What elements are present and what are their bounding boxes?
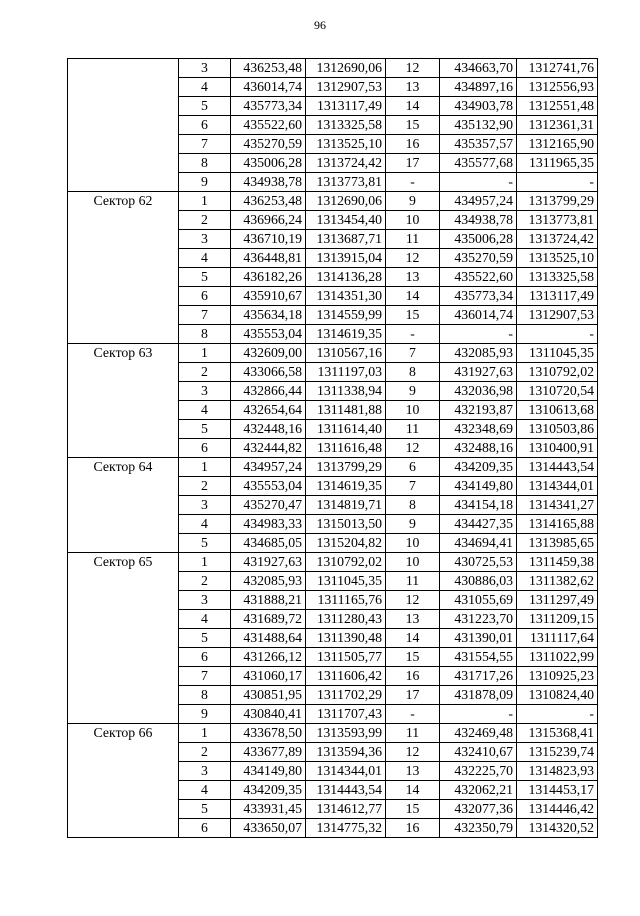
coordinate-cell: 1314320,52: [517, 819, 598, 838]
coordinate-cell: 1313525,10: [517, 249, 598, 268]
point-number-cell: 6: [179, 116, 231, 135]
point-number-cell: 14: [386, 287, 440, 306]
point-number-cell: 5: [179, 420, 231, 439]
coordinate-cell: -: [517, 325, 598, 344]
coordinate-cell: 1311165,76: [306, 591, 386, 610]
coordinate-cell: 1311616,48: [306, 439, 386, 458]
point-number-cell: 13: [386, 78, 440, 97]
point-number-cell: -: [386, 705, 440, 724]
coordinate-cell: -: [440, 325, 517, 344]
point-number-cell: 2: [179, 363, 231, 382]
point-number-cell: 13: [386, 762, 440, 781]
point-number-cell: 16: [386, 819, 440, 838]
coordinate-cell: 435773,34: [440, 287, 517, 306]
coordinate-cell: 1315239,74: [517, 743, 598, 762]
point-number-cell: 2: [179, 743, 231, 762]
point-number-cell: 2: [179, 477, 231, 496]
coordinate-cell: 434663,70: [440, 59, 517, 78]
point-number-cell: 9: [179, 173, 231, 192]
coordinate-cell: 430840,41: [231, 705, 306, 724]
coordinate-cell: 1314612,77: [306, 800, 386, 819]
coordinate-cell: 1314819,71: [306, 496, 386, 515]
coordinate-cell: 1314619,35: [306, 325, 386, 344]
point-number-cell: 5: [179, 97, 231, 116]
coordinate-cell: 432448,16: [231, 420, 306, 439]
coordinate-cell: 434209,35: [231, 781, 306, 800]
coordinate-cell: -: [517, 705, 598, 724]
coordinate-cell: 434938,78: [440, 211, 517, 230]
point-number-cell: 14: [386, 781, 440, 800]
page-number: 96: [314, 18, 326, 32]
coordinate-cell: 1312556,93: [517, 78, 598, 97]
coordinate-cell: 431390,01: [440, 629, 517, 648]
coordinate-cell: 433650,07: [231, 819, 306, 838]
point-number-cell: -: [386, 325, 440, 344]
point-number-cell: 10: [386, 401, 440, 420]
coordinate-cell: 436014,74: [440, 306, 517, 325]
table-row: [68, 553, 598, 572]
coordinate-cell: 434427,35: [440, 515, 517, 534]
coordinate-cell: 432350,79: [440, 819, 517, 838]
point-number-cell: 14: [386, 97, 440, 116]
sector-label: [68, 59, 179, 192]
sector-label: Сектор 63: [68, 344, 179, 458]
coordinate-cell: 1314344,01: [306, 762, 386, 781]
coordinate-cell: 435553,04: [231, 325, 306, 344]
coordinate-cell: 1311045,35: [517, 344, 598, 363]
coordinate-cell: 1311280,43: [306, 610, 386, 629]
point-number-cell: 16: [386, 135, 440, 154]
point-number-cell: 2: [179, 572, 231, 591]
coordinate-cell: 434957,24: [231, 458, 306, 477]
coordinate-cell: 434957,24: [440, 192, 517, 211]
coordinate-cell: 435634,18: [231, 306, 306, 325]
coordinate-cell: 1312907,53: [306, 78, 386, 97]
point-number-cell: 12: [386, 591, 440, 610]
sector-label: Сектор 65: [68, 553, 179, 724]
coordinate-cell: 1310792,02: [306, 553, 386, 572]
point-number-cell: 2: [179, 211, 231, 230]
point-number-cell: 8: [179, 325, 231, 344]
point-number-cell: 11: [386, 420, 440, 439]
coordinate-cell: 435006,28: [231, 154, 306, 173]
coordinate-cell: 432488,16: [440, 439, 517, 458]
coordinate-cell: 1315368,41: [517, 724, 598, 743]
coordinate-cell: 1310720,54: [517, 382, 598, 401]
point-number-cell: 6: [179, 648, 231, 667]
coordinate-cell: 1311606,42: [306, 667, 386, 686]
coordinate-cell: 1311045,35: [306, 572, 386, 591]
coordinate-cell: 434983,33: [231, 515, 306, 534]
coordinate-cell: 1311481,88: [306, 401, 386, 420]
coordinate-cell: 432469,48: [440, 724, 517, 743]
point-number-cell: 17: [386, 154, 440, 173]
coordinate-cell: 432085,93: [440, 344, 517, 363]
coordinate-cell: 1314619,35: [306, 477, 386, 496]
point-number-cell: 7: [179, 135, 231, 154]
coordinate-cell: 1314165,88: [517, 515, 598, 534]
point-number-cell: 9: [386, 382, 440, 401]
point-number-cell: 6: [179, 287, 231, 306]
point-number-cell: -: [386, 173, 440, 192]
point-number-cell: 11: [386, 572, 440, 591]
point-number-cell: 6: [179, 439, 231, 458]
sector-label: Сектор 64: [68, 458, 179, 553]
coordinate-cell: 431717,26: [440, 667, 517, 686]
coordinate-cell: 432654,64: [231, 401, 306, 420]
table-row: [68, 344, 598, 363]
sector-label: Сектор 62: [68, 192, 179, 344]
coordinate-cell: 1311297,49: [517, 591, 598, 610]
coordinate-cell: 435270,59: [440, 249, 517, 268]
coordinate-cell: 1313117,49: [306, 97, 386, 116]
coordinate-cell: 435553,04: [231, 477, 306, 496]
point-number-cell: 13: [386, 610, 440, 629]
coordinate-cell: 434154,18: [440, 496, 517, 515]
coordinate-cell: 1311707,43: [306, 705, 386, 724]
point-number-cell: 10: [386, 553, 440, 572]
point-number-cell: 7: [386, 344, 440, 363]
coordinate-cell: 431927,63: [440, 363, 517, 382]
point-number-cell: 4: [179, 401, 231, 420]
point-number-cell: 3: [179, 382, 231, 401]
coordinate-cell: 1312907,53: [517, 306, 598, 325]
point-number-cell: 17: [386, 686, 440, 705]
coordinate-cell: 1312165,90: [517, 135, 598, 154]
point-number-cell: 5: [179, 629, 231, 648]
point-number-cell: 11: [386, 724, 440, 743]
coordinate-cell: 1310613,68: [517, 401, 598, 420]
point-number-cell: 5: [179, 800, 231, 819]
table-row: [68, 724, 598, 743]
coordinate-cell: 436253,48: [231, 192, 306, 211]
coordinate-cell: 436182,26: [231, 268, 306, 287]
coordinate-cell: 1312361,31: [517, 116, 598, 135]
point-number-cell: 1: [179, 192, 231, 211]
coordinate-cell: 1311614,40: [306, 420, 386, 439]
coordinate-cell: 435577,68: [440, 154, 517, 173]
point-number-cell: 5: [179, 268, 231, 287]
coordinates-table: [67, 58, 598, 838]
coordinate-cell: 431689,72: [231, 610, 306, 629]
coordinate-cell: 1311197,03: [306, 363, 386, 382]
coordinate-cell: 432036,98: [440, 382, 517, 401]
table-row: [68, 192, 598, 211]
point-number-cell: 10: [386, 534, 440, 553]
point-number-cell: 15: [386, 116, 440, 135]
coordinate-cell: 435910,67: [231, 287, 306, 306]
coordinate-cell: 432225,70: [440, 762, 517, 781]
point-number-cell: 15: [386, 800, 440, 819]
coordinate-cell: 1310400,91: [517, 439, 598, 458]
coordinate-cell: 1314823,93: [517, 762, 598, 781]
point-number-cell: 4: [179, 78, 231, 97]
coordinate-cell: 1313325,58: [306, 116, 386, 135]
coordinate-cell: 1313915,04: [306, 249, 386, 268]
point-number-cell: 8: [386, 363, 440, 382]
table-row: [68, 458, 598, 477]
coordinate-cell: 1314775,32: [306, 819, 386, 838]
point-number-cell: 12: [386, 743, 440, 762]
coordinate-cell: 1315204,82: [306, 534, 386, 553]
point-number-cell: 3: [179, 230, 231, 249]
coordinate-cell: -: [517, 173, 598, 192]
coordinate-cell: 431488,64: [231, 629, 306, 648]
coordinate-cell: 1311965,35: [517, 154, 598, 173]
point-number-cell: 12: [386, 439, 440, 458]
coordinate-cell: 1314446,42: [517, 800, 598, 819]
coordinate-cell: 1313799,29: [517, 192, 598, 211]
coordinate-cell: 435132,90: [440, 116, 517, 135]
coordinate-cell: 434149,80: [440, 477, 517, 496]
coordinate-cell: 1313724,42: [306, 154, 386, 173]
coordinate-cell: 432062,21: [440, 781, 517, 800]
coordinate-cell: 435522,60: [231, 116, 306, 135]
point-number-cell: 4: [179, 781, 231, 800]
coordinate-cell: 431055,69: [440, 591, 517, 610]
coordinate-cell: 1312551,48: [517, 97, 598, 116]
coordinate-cell: 1311390,48: [306, 629, 386, 648]
coordinate-cell: 436014,74: [231, 78, 306, 97]
coordinate-cell: 432077,36: [440, 800, 517, 819]
coordinate-cell: 432193,87: [440, 401, 517, 420]
point-number-cell: 10: [386, 211, 440, 230]
point-number-cell: 7: [179, 667, 231, 686]
coordinate-cell: 431927,63: [231, 553, 306, 572]
coordinate-cell: 430725,53: [440, 553, 517, 572]
point-number-cell: 1: [179, 724, 231, 743]
point-number-cell: 6: [386, 458, 440, 477]
coordinate-cell: 1314344,01: [517, 477, 598, 496]
coordinate-cell: 434897,16: [440, 78, 517, 97]
point-number-cell: 1: [179, 344, 231, 363]
coordinate-cell: 1310824,40: [517, 686, 598, 705]
coordinate-cell: 1313773,81: [517, 211, 598, 230]
coordinate-cell: 1314351,30: [306, 287, 386, 306]
coordinate-cell: 1310792,02: [517, 363, 598, 382]
coordinate-cell: 436710,19: [231, 230, 306, 249]
point-number-cell: 1: [179, 553, 231, 572]
point-number-cell: 5: [179, 534, 231, 553]
coordinate-cell: 431060,17: [231, 667, 306, 686]
coordinate-cell: 432444,82: [231, 439, 306, 458]
coordinate-cell: 1313594,36: [306, 743, 386, 762]
coordinate-cell: 435773,34: [231, 97, 306, 116]
coordinate-cell: 1313799,29: [306, 458, 386, 477]
point-number-cell: 9: [179, 705, 231, 724]
coordinate-cell: 1312690,06: [306, 59, 386, 78]
coordinate-cell: 430851,95: [231, 686, 306, 705]
coordinate-cell: 430886,03: [440, 572, 517, 591]
coordinate-cell: 432085,93: [231, 572, 306, 591]
coordinate-cell: 1311338,94: [306, 382, 386, 401]
coordinate-cell: 1313593,99: [306, 724, 386, 743]
coordinate-cell: 1314453,17: [517, 781, 598, 800]
point-number-cell: 12: [386, 249, 440, 268]
point-number-cell: 9: [386, 192, 440, 211]
coordinate-cell: 431554,55: [440, 648, 517, 667]
coordinate-cell: 1312741,76: [517, 59, 598, 78]
point-number-cell: 8: [179, 686, 231, 705]
coordinate-cell: 436448,81: [231, 249, 306, 268]
coordinate-cell: 432348,69: [440, 420, 517, 439]
coordinate-cell: 1313985,65: [517, 534, 598, 553]
coordinate-cell: 1313773,81: [306, 173, 386, 192]
coordinate-cell: 1313724,42: [517, 230, 598, 249]
coordinate-cell: 1313325,58: [517, 268, 598, 287]
coordinate-cell: 1311117,64: [517, 629, 598, 648]
point-number-cell: 3: [179, 762, 231, 781]
coordinate-cell: 1310925,23: [517, 667, 598, 686]
coordinate-cell: 431878,09: [440, 686, 517, 705]
coordinate-cell: 1314559,99: [306, 306, 386, 325]
coordinate-cell: 1314341,27: [517, 496, 598, 515]
coordinate-cell: 1313525,10: [306, 135, 386, 154]
table-row: [68, 59, 598, 78]
point-number-cell: 16: [386, 667, 440, 686]
point-number-cell: 6: [179, 819, 231, 838]
coordinate-cell: 1313117,49: [517, 287, 598, 306]
coordinate-cell: 1313687,71: [306, 230, 386, 249]
coordinate-cell: 432609,00: [231, 344, 306, 363]
coordinate-cell: 433931,45: [231, 800, 306, 819]
coordinate-cell: 436253,48: [231, 59, 306, 78]
coordinate-cell: 434149,80: [231, 762, 306, 781]
coordinate-cell: 1311459,38: [517, 553, 598, 572]
point-number-cell: 14: [386, 629, 440, 648]
coordinate-cell: 1312690,06: [306, 192, 386, 211]
coordinate-cell: 435270,47: [231, 496, 306, 515]
coordinate-cell: 1311209,15: [517, 610, 598, 629]
point-number-cell: 11: [386, 230, 440, 249]
point-number-cell: 13: [386, 268, 440, 287]
point-number-cell: 3: [179, 59, 231, 78]
point-number-cell: 12: [386, 59, 440, 78]
coordinate-cell: -: [440, 705, 517, 724]
coordinate-cell: 431223,70: [440, 610, 517, 629]
point-number-cell: 7: [179, 306, 231, 325]
point-number-cell: 4: [179, 610, 231, 629]
sector-label: Сектор 66: [68, 724, 179, 838]
coordinate-cell: 1314443,54: [306, 781, 386, 800]
point-number-cell: 15: [386, 648, 440, 667]
coordinate-cell: 435270,59: [231, 135, 306, 154]
coordinate-cell: 434685,05: [231, 534, 306, 553]
coordinate-cell: 1314136,28: [306, 268, 386, 287]
coordinate-cell: 1310567,16: [306, 344, 386, 363]
coordinate-cell: 1311382,62: [517, 572, 598, 591]
coordinate-cell: 435357,57: [440, 135, 517, 154]
coordinate-cell: 1314443,54: [517, 458, 598, 477]
point-number-cell: 7: [386, 477, 440, 496]
point-number-cell: 3: [179, 496, 231, 515]
coordinate-cell: 435006,28: [440, 230, 517, 249]
point-number-cell: 15: [386, 306, 440, 325]
coordinate-cell: -: [440, 173, 517, 192]
point-number-cell: 4: [179, 515, 231, 534]
coordinate-cell: 1315013,50: [306, 515, 386, 534]
coordinate-cell: 1311022,99: [517, 648, 598, 667]
coordinate-cell: 1313454,40: [306, 211, 386, 230]
point-number-cell: 8: [179, 154, 231, 173]
coordinate-cell: 436966,24: [231, 211, 306, 230]
coordinate-cell: 432410,67: [440, 743, 517, 762]
point-number-cell: 1: [179, 458, 231, 477]
coordinate-cell: 434694,41: [440, 534, 517, 553]
point-number-cell: 3: [179, 591, 231, 610]
coordinate-cell: 434938,78: [231, 173, 306, 192]
coordinate-cell: 433677,89: [231, 743, 306, 762]
coordinate-cell: 432866,44: [231, 382, 306, 401]
coordinate-cell: 431888,21: [231, 591, 306, 610]
coordinate-cell: 434209,35: [440, 458, 517, 477]
point-number-cell: 8: [386, 496, 440, 515]
coordinate-cell: 435522,60: [440, 268, 517, 287]
coordinate-cell: 1311505,77: [306, 648, 386, 667]
coordinate-cell: 431266,12: [231, 648, 306, 667]
coordinate-cell: 433066,58: [231, 363, 306, 382]
coordinate-cell: 1311702,29: [306, 686, 386, 705]
point-number-cell: 4: [179, 249, 231, 268]
coordinate-cell: 1310503,86: [517, 420, 598, 439]
coordinate-cell: 433678,50: [231, 724, 306, 743]
point-number-cell: 9: [386, 515, 440, 534]
coordinate-cell: 434903,78: [440, 97, 517, 116]
